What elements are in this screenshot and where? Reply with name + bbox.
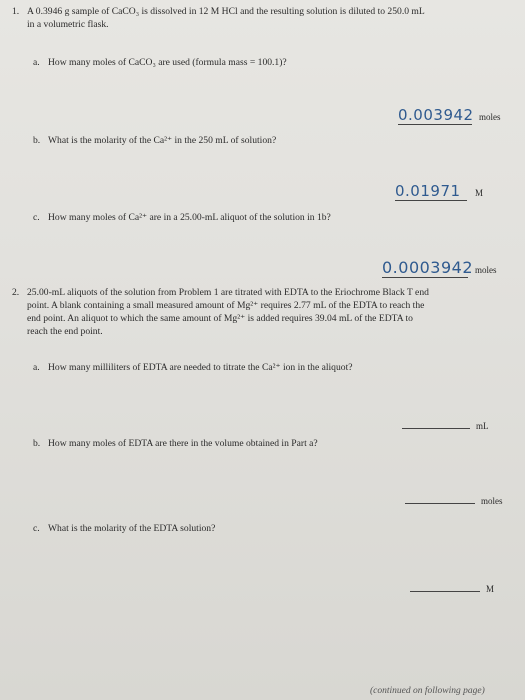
problem1b-question: What is the molarity of the Ca²⁺ in the 250 mL of solution? bbox=[48, 135, 277, 146]
problem2b-question: How many moles of EDTA are there in the volume obtained in Part a? bbox=[48, 438, 318, 449]
problem2-line1: 25.00-mL aliquots of the solution from Problem 1 are titrated with EDTA to the Eriochrome Black T end bbox=[27, 287, 429, 298]
problem2b-blank[interactable] bbox=[405, 493, 475, 504]
problem2-line3: end point. An aliquot to which the same amount of Mg²⁺ is added requires 39.04 mL of the EDTA to bbox=[27, 313, 413, 324]
problem1b-unit: M bbox=[475, 188, 484, 198]
problem1b-answer: 0.01971 bbox=[395, 182, 467, 201]
problem1-intro-line2: in a volumetric flask. bbox=[27, 19, 109, 30]
problem1b-answer-area bbox=[395, 182, 483, 201]
problem2b-answer-area bbox=[405, 491, 503, 509]
problem2-line4: reach the end point. bbox=[27, 326, 103, 337]
problem2a-label: a. bbox=[33, 362, 40, 373]
problem2-number: 2. bbox=[12, 287, 20, 298]
problem1b-label: b. bbox=[33, 135, 41, 146]
problem1c-question: How many moles of Ca²⁺ are in a 25.00-mL aliquot of the solution in 1b? bbox=[48, 212, 331, 223]
problem1a-answer: 0.003942 bbox=[398, 106, 474, 124]
problem2b-unit: moles bbox=[481, 496, 503, 506]
problem1a-answer-area bbox=[398, 106, 501, 125]
problem2c-label: c. bbox=[33, 523, 40, 534]
problem2a-unit: mL bbox=[476, 421, 489, 431]
problem1a-unit: moles bbox=[479, 112, 501, 122]
problem1-number: 1. bbox=[12, 6, 20, 17]
problem1c-unit: moles bbox=[475, 265, 497, 275]
problem2a-blank[interactable] bbox=[402, 418, 470, 429]
problem1a-question: How many moles of CaCO₃ are used (formula mass = 100.1)? bbox=[48, 57, 287, 68]
problem2c-blank[interactable] bbox=[410, 581, 480, 592]
problem1c-label: c. bbox=[33, 212, 40, 223]
footer-continued: (continued on following page) bbox=[370, 686, 485, 696]
problem2-line2: point. A blank containing a small measured amount of Mg²⁺ requires 2.77 mL of the EDTA to reach the bbox=[27, 300, 425, 311]
problem1c-answer-area bbox=[382, 258, 497, 278]
problem2a-question: How many milliliters of EDTA are needed to titrate the Ca²⁺ ion in the aliquot? bbox=[48, 362, 353, 373]
problem2c-unit: M bbox=[486, 584, 495, 594]
problem2b-label: b. bbox=[33, 438, 41, 449]
problem1a-label: a. bbox=[33, 57, 40, 68]
problem2c-answer-area bbox=[410, 579, 494, 597]
problem1c-answer: 0.0003942 bbox=[382, 258, 474, 277]
problem2a-answer-area bbox=[402, 416, 489, 434]
problem1-intro-line1: A 0.3946 g sample of CaCO₃ is dissolved in 12 M HCl and the resulting solution is diluted to 250.0 mL bbox=[27, 6, 425, 17]
problem2c-question: What is the molarity of the EDTA solution? bbox=[48, 523, 216, 534]
